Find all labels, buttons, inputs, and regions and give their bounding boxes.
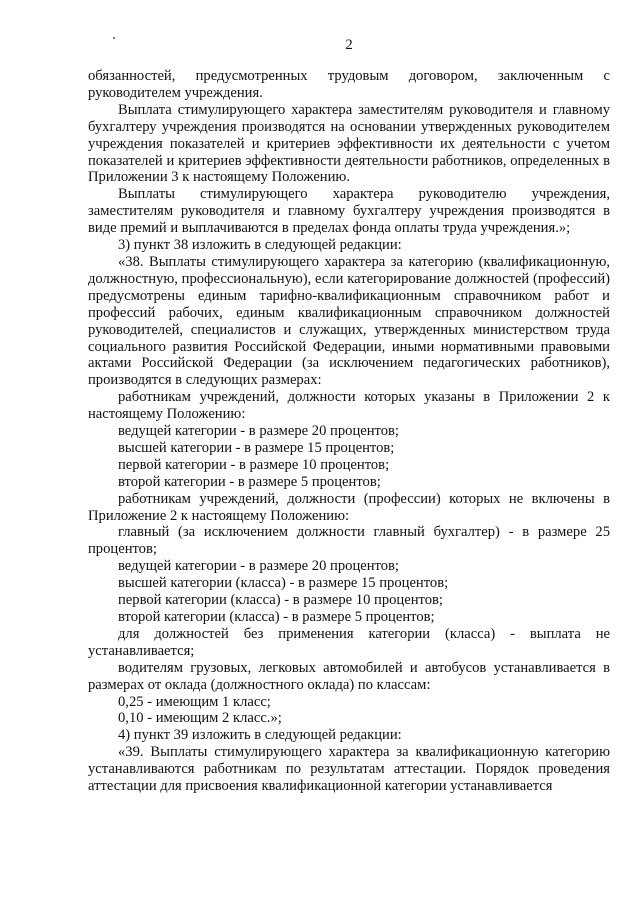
paragraph-clause-38: «38. Выплаты стимулирующего характера за категорию (квалификационную, должностную, профессиональную), если категорирование должностей (профессий) предусмотрены единым тарифно-квалификационным справочником работ и профессий рабочих, единым квалификационным справочником должностей руководителей, специалистов и служащих, утвержденных министерством труда социального развития Российской Федерации, иными нормативными правовыми актами Российской Федерации (за исключением педагогических работников), производятся в следующих размерах: <box>88 253 610 389</box>
paragraph-clause-39: «39. Выплаты стимулирующего характера за квалификационную категорию устанавливаются работникам по результатам аттестации. Порядок проведения аттестации для присвоения квалификационной категории устанавливается <box>88 744 610 795</box>
list-item-second-category: второй категории - в размере 5 процентов; <box>118 473 381 490</box>
paragraph-appendix-2-employees: работникам учреждений, должности которых указаны в Приложении 2 к настоящему Положению: <box>88 389 610 423</box>
list-item-highest-category: высшей категории - в размере 15 процентов; <box>118 439 395 456</box>
paragraph-item-3: 3) пункт 38 изложить в следующей редакции: <box>118 237 402 254</box>
list-item-chief: главный (за исключением должности главный бухгалтер) - в размере 25 процентов; <box>88 524 610 558</box>
list-item-class-1: 0,25 - имеющим 1 класс; <box>118 693 271 710</box>
page-number: 2 <box>345 37 353 53</box>
scan-speck <box>113 37 115 39</box>
list-item-leading-category: ведущей категории - в размере 20 процентов; <box>118 423 399 440</box>
paragraph-other-employees: работникам учреждений, должности (профессии) которых не включены в Приложение 2 к настоящему Положению: <box>88 490 610 524</box>
list-item-class-2: 0,10 - имеющим 2 класс.»; <box>118 710 282 727</box>
list-item-first-category: первой категории - в размере 10 процентов; <box>118 456 390 473</box>
paragraph-continuation: обязанностей, предусмотренных трудовым договором, заключенным с руководителем учреждения. <box>88 68 610 101</box>
list-item-leading-category-2: ведущей категории - в размере 20 процентов; <box>118 558 399 575</box>
list-item-second-class: второй категории (класса) - в размере 5 процентов; <box>118 609 435 625</box>
list-item-first-class: первой категории (класса) - в размере 10 процентов; <box>118 592 443 609</box>
paragraph-no-category: для должностей без применения категории (класса) - выплата не устанавливается; <box>88 625 610 659</box>
paragraph-item-4: 4) пункт 39 изложить в следующей редакции: <box>118 727 402 744</box>
paragraph-bonus-payments: Выплаты стимулирующего характера руководителю учреждения, заместителям руководителя и главному бухгалтеру учреждения производятся в виде премий и выплачиваются в пределах фонда оплаты труда учреждения.»; <box>88 186 610 237</box>
paragraph-drivers: водителям грузовых, легковых автомобилей и автобусов устанавливается в размерах от оклада (должностного оклада) по классам: <box>88 659 610 693</box>
list-item-highest-class: высшей категории (класса) - в размере 15 процентов; <box>118 575 449 592</box>
paragraph-deputy-payments: Выплата стимулирующего характера заместителям руководителя и главному бухгалтеру учреждения производятся на основании утвержденных руководителем учреждения показателей и критериев эффективности их деятельности с учетом показателей и критериев эффективности деятельности работников, определенных в Приложении 3 к настоящему Положению. <box>88 101 610 186</box>
